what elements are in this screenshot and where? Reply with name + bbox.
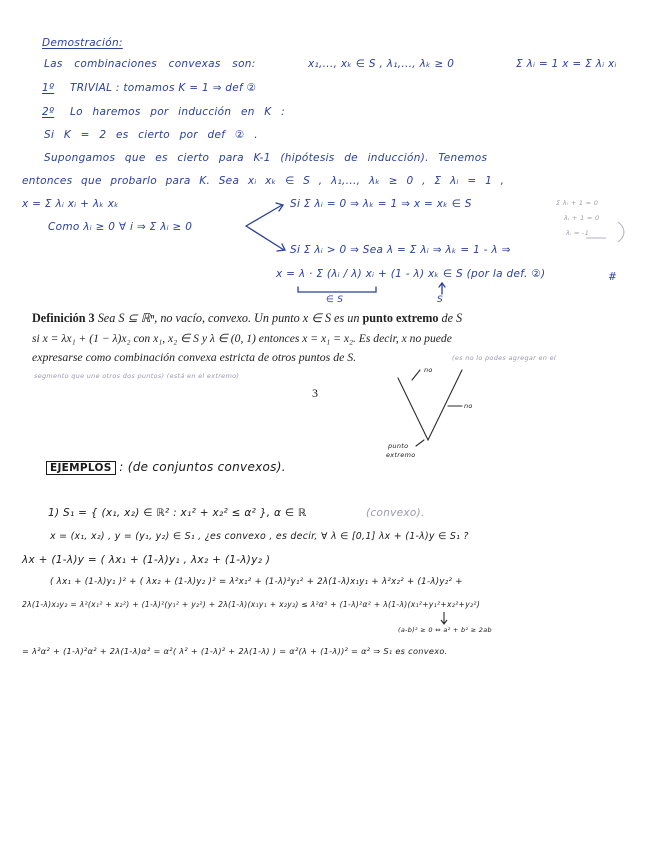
notes-step-2-number: 2º bbox=[42, 106, 55, 118]
branch-arrow-up-icon bbox=[246, 205, 282, 226]
definition-term: punto extremo bbox=[362, 311, 439, 325]
example-line-5: 2λ(1-λ)x₂y₂ = λ²(x₁² + x₂²) + (1-λ)²(y₁² + y₂²) + 2λ(1-λ)(x₁y₁ + x₂y₂) ≤ λ²α² + (1-λ)²α² + λ(1-λ)(x₁²+y₁²+x₂²+y₂²) bbox=[22, 600, 480, 609]
margin-note-1: Σ λᵢ + 1 = 0 bbox=[556, 199, 599, 207]
notes-line-10-end: # bbox=[608, 271, 618, 283]
notes-line-1a: Las combinaciones convexas son: bbox=[44, 58, 256, 70]
notes-brace-label: ∈ S bbox=[326, 295, 344, 305]
notes-title: Demostración: bbox=[42, 37, 123, 49]
definition-text-1: Sea S ⊆ ℝⁿ, no vacío, convexo. Un punto x ∈ S es un bbox=[97, 311, 360, 325]
example-line-3: λx + (1-λ)y = ( λx₁ + (1-λ)y₁ , λx₂ + (1-λ)y₂ ) bbox=[22, 554, 271, 566]
examples-heading-rest: : (de conjuntos convexos). bbox=[119, 460, 286, 474]
sketch-label-punto: punto bbox=[388, 442, 409, 450]
examples-heading-row bbox=[46, 460, 286, 474]
example-line-4: ( λx₁ + (1-λ)y₁ )² + ( λx₂ + (1-λ)y₂ )² = λ²x₁² + (1-λ)²y₁² + 2λ(1-λ)x₁y₁ + λ²x₂² + (1-λ)y₂² + bbox=[50, 577, 463, 587]
notes-line-1b: x₁,..., xₖ ∈ S , λ₁,..., λₖ ≥ 0 bbox=[308, 58, 455, 70]
sketch-label-extremo: extremo bbox=[386, 451, 416, 459]
definition-annotation-b: segmento que une otros dos puntos) (está en el extremo) bbox=[34, 372, 240, 380]
notes-arrow-label: S bbox=[437, 295, 444, 305]
example-line-7: = λ²α² + (1-λ)²α² + 2λ(1-λ)α² = α²( λ² + (1-λ)² + 2λ(1-λ) ) = α²(λ + (1-λ))² = α² ⇒ S₁ es convexo. bbox=[22, 646, 448, 656]
definition-text-3: expresarse como combinación convexa estricta de otros puntos de S. bbox=[32, 350, 357, 364]
notes-step-2: Lo haremos por inducción en K : bbox=[70, 106, 285, 118]
notes-line-8: Como λᵢ ≥ 0 ∀ i ⇒ Σ λᵢ ≥ 0 bbox=[48, 221, 193, 233]
definition-line-3 bbox=[32, 350, 356, 365]
notes-line-9: Si Σ λᵢ > 0 ⇒ Sea λ = Σ λᵢ ⇒ λₖ = 1 - λ ⇒ bbox=[290, 244, 511, 256]
example-1: 1) S₁ = { (x₁, x₂) ∈ ℝ² : x₁² + x₂² ≤ α² }, α ∈ ℝ bbox=[48, 507, 307, 519]
notes-line-6: entonces que probarlo para K. Sea xᵢ xₖ ∈ S , λ₁,..., λₖ ≥ 0 , Σ λᵢ = 1 , bbox=[22, 175, 505, 187]
example-line-6: (a-b)² ≥ 0 ⇔ a² + b² ≥ 2ab bbox=[398, 626, 492, 634]
definition-line-2 bbox=[32, 331, 452, 345]
underbrace-icon bbox=[298, 287, 376, 292]
notes-line-5: Supongamos que es cierto para K-1 (hipótesis de inducción). Tenemos bbox=[44, 152, 488, 164]
notes-line-7a: x = Σ λᵢ xᵢ + λₖ xₖ bbox=[22, 198, 120, 210]
margin-note-3: λᵢ = -1 bbox=[566, 229, 590, 237]
notes-line-10: x = λ · Σ (λᵢ / λ) xᵢ + (1 - λ) xₖ ∈ S (por la def. ②) bbox=[276, 268, 546, 280]
sketch-label-no-1: no bbox=[424, 366, 433, 374]
page-number: 3 bbox=[312, 386, 318, 400]
margin-note-2: λᵢ + 1 = 0 bbox=[564, 214, 600, 222]
margin-bracket-icon bbox=[618, 222, 624, 242]
notes-line-7b: Si Σ λᵢ = 0 ⇒ λₖ = 1 ⇒ x = xₖ ∈ S bbox=[290, 198, 472, 210]
notes-line-1c: Σ λᵢ = 1 x = Σ λᵢ xᵢ bbox=[516, 58, 617, 70]
definition-annotation-a: (es no lo podes agregar en el bbox=[452, 354, 556, 362]
examples-heading: EJEMPLOS bbox=[46, 461, 116, 475]
branch-arrow-down-icon bbox=[246, 226, 284, 250]
definition-label: Definición 3 bbox=[32, 311, 95, 325]
example-1-note: (convexo). bbox=[366, 507, 425, 519]
example-line-2: x = (x₁, x₂) , y = (y₁, y₂) ∈ S₁ , ¿es convexo , es decir, ∀ λ ∈ [0,1] λx + (1-λ)y ∈ S₁ ? bbox=[50, 531, 469, 542]
extreme-point-sketch-icon bbox=[398, 370, 462, 440]
definition-text-1-end: de S bbox=[441, 311, 463, 325]
definition-text-2: si x = λx₁ + (1 − λ)x₂ con x₁, x₂ ∈ S y λ ∈ (0, 1) entonces x = x₁ = x₂. Es decir, x no puede bbox=[32, 332, 452, 345]
definition-line-1 bbox=[32, 311, 462, 326]
notes-step-1: TRIVIAL : tomamos K = 1 ⇒ def ② bbox=[70, 82, 257, 94]
notes-step-1-number: 1º bbox=[42, 82, 55, 94]
sketch-label-no-2: no bbox=[464, 402, 473, 410]
notes-line-4: Si K = 2 es cierto por def ② . bbox=[44, 129, 258, 141]
